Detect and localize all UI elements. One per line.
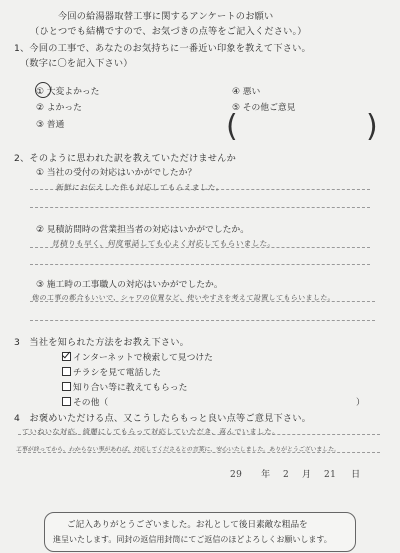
q1-option-2[interactable] xyxy=(36,100,82,113)
sub-number: ② xyxy=(36,225,44,235)
sub-number: ③ xyxy=(36,280,44,290)
footer-line-2: 進呈いたします。同封の返信用封筒にてご返信のほどよろしくお願いします。 xyxy=(53,535,332,544)
option-label: 知り合い等に教えてもらった xyxy=(73,383,188,393)
date-era[interactable]: 29 xyxy=(230,470,243,480)
option-label: インターネットで検索して見つけた xyxy=(73,353,213,363)
q2-answer-2[interactable]: 見積りも早く、何度電話しても心よく対応してもらいました。 xyxy=(51,239,277,248)
q2-sub-2 xyxy=(36,222,249,235)
date-month[interactable]: 2 xyxy=(283,470,290,480)
checkbox[interactable] xyxy=(62,352,71,361)
q1-question: 1、今回の工事で、あなたのお気持ちに一番近い印象を教えて下さい。 xyxy=(14,43,311,54)
q2-answer-1[interactable]: 新鮮にお伝えした件も対応してもらえました。 xyxy=(55,183,225,192)
answer-line xyxy=(30,264,370,265)
sub-text: 施工時の工事職人の対応はいかがでしたか。 xyxy=(46,280,223,290)
checkbox[interactable] xyxy=(62,367,71,376)
answer-line xyxy=(30,207,370,208)
option-label: チラシを見て電話した xyxy=(73,368,161,378)
option-number: ⑤ xyxy=(232,103,240,113)
option-label: よかった xyxy=(46,103,82,113)
date-year-label: 年 xyxy=(261,470,271,480)
date-month-label: 月 xyxy=(302,470,312,480)
q3-option-flyer[interactable] xyxy=(62,365,161,378)
checkbox[interactable] xyxy=(62,397,71,406)
option-label: その他ご意見 xyxy=(242,103,296,113)
q3-question: 3 当社を知られた方法をお教え下さい。 xyxy=(14,337,190,348)
option-label: 大変よかった xyxy=(46,87,100,97)
q2-question: 2、そのように思われた訳を教えていただけませんか xyxy=(14,153,236,164)
q3-option-internet[interactable] xyxy=(62,350,213,363)
option-number: ② xyxy=(36,103,44,113)
q1-option-3[interactable] xyxy=(36,117,64,130)
open-paren: ( xyxy=(226,109,238,144)
q1-note: （数字に〇を記入下さい） xyxy=(20,58,133,69)
close-paren-other: ） xyxy=(356,398,365,408)
option-label: その他（ xyxy=(73,398,109,408)
form-subtitle: （ひとつでも結構ですので、お気づきの点等をご記入ください。） xyxy=(30,26,307,37)
answer-line xyxy=(30,320,375,321)
q1-option-5[interactable] xyxy=(232,100,295,113)
option-number: ④ xyxy=(232,87,240,97)
form-title: 今回の給湯器取替工事に関するアンケートのお願い xyxy=(58,11,274,22)
date-day-label: 日 xyxy=(351,470,361,480)
q2-sub-1 xyxy=(36,165,196,178)
q4-question: 4 お褒めいただける点、又こうしたらもっと良い点等ご意見下さい。 xyxy=(14,413,312,424)
checkbox[interactable] xyxy=(62,382,71,391)
q2-sub-3 xyxy=(36,277,223,290)
option-number: ③ xyxy=(36,120,44,130)
date-day[interactable]: 21 xyxy=(323,470,337,480)
q3-option-acquaintance[interactable] xyxy=(62,380,187,393)
footer-line-1: ご記入ありがとうございました。お礼として後日素敵な粗品を xyxy=(67,520,308,530)
q4-answer-line2[interactable]: 工事が終ってから、わからない事があれば、対応してくださるとの言葉に、安心いたしました。ありがとうございました。 xyxy=(15,447,341,453)
option-number: ① xyxy=(36,87,44,97)
option-label: 普通 xyxy=(46,120,65,130)
q2-answer-3[interactable]: 他の工事の都合もいいで、シャワの位置など、使いやすさを考えて設置してもらいました。 xyxy=(31,294,336,302)
sub-text: 当社の受付の対応はいかがでしたか？ xyxy=(46,168,197,178)
sub-number: ① xyxy=(36,168,44,178)
footer-notice xyxy=(44,512,356,552)
q1-option-4[interactable] xyxy=(232,84,260,97)
sub-text: 見積訪問時の営業担当者の対応はいかがでしたか。 xyxy=(46,225,250,235)
selection-circle xyxy=(35,82,51,98)
close-paren: ) xyxy=(366,109,378,144)
date-field xyxy=(230,467,360,480)
q4-answer-line1[interactable]: ていねいな対応、綺麗にしてもらって対応していただき、喜んでいました。 xyxy=(21,427,281,436)
q3-option-other[interactable] xyxy=(62,395,108,408)
option-label: 悪い xyxy=(242,87,261,97)
